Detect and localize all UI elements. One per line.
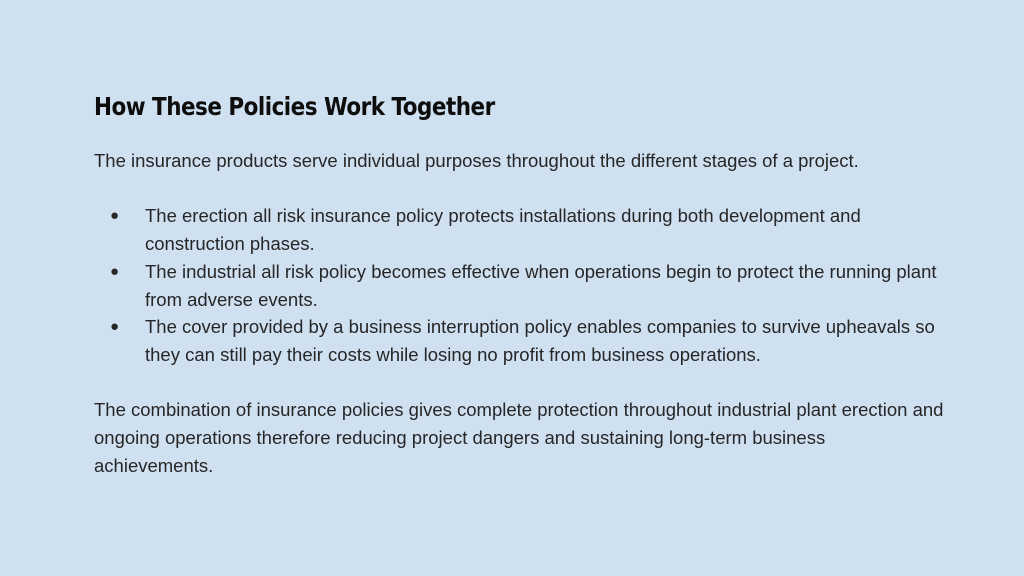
slide-body (94, 147, 944, 479)
bullet-item (94, 202, 944, 257)
conclusion-paragraph: The combination of insurance policies gives complete protection throughout industrial plant erection and ongoing operations therefore reducing project dangers and sustaining long-term business achievements. (94, 399, 944, 476)
bullet-text: The erection all risk insurance policy protects installations during both development and construction phases. (145, 205, 861, 255)
spacer (94, 175, 944, 203)
intro-paragraph: The insurance products serve individual purposes throughout the different stages of a project. (94, 150, 859, 171)
spacer (94, 369, 944, 397)
bullet-icon: ● (110, 207, 120, 225)
bullet-icon: ● (110, 318, 120, 336)
bullet-text: The cover provided by a business interruption policy enables companies to survive upheavals so they can still pay their costs while losing no profit from business operations. (145, 316, 935, 365)
bullet-icon: ● (110, 262, 120, 280)
slide-title: How These Policies Work Together (94, 92, 495, 121)
bullet-item (94, 313, 944, 368)
bullet-item (94, 258, 944, 313)
bullet-text: The industrial all risk policy becomes effective when operations begin to protect the running plant from adverse events. (145, 260, 937, 310)
bullet-list (94, 202, 944, 368)
